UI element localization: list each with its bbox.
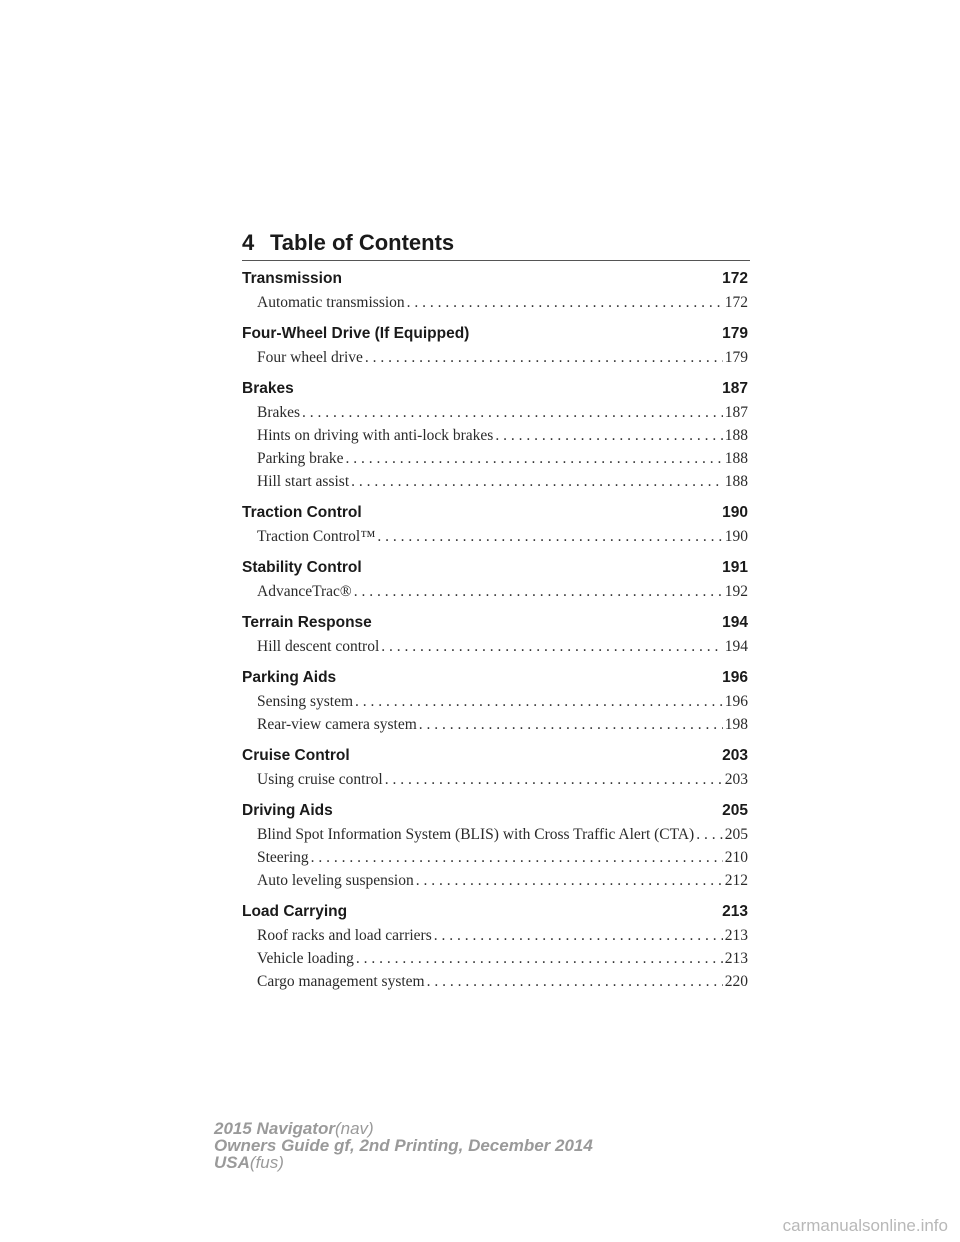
toc-entry[interactable] — [242, 692, 748, 711]
toc-section-heading[interactable] — [242, 378, 748, 400]
dot-leader — [381, 637, 723, 656]
toc-section — [242, 268, 748, 312]
dot-leader — [416, 871, 723, 890]
toc-section-heading[interactable] — [242, 323, 748, 345]
page-number: 4 — [242, 230, 255, 255]
page-header — [242, 230, 750, 261]
toc-section — [242, 612, 748, 656]
toc-entry[interactable] — [242, 926, 748, 945]
toc-section — [242, 323, 748, 367]
dot-leader — [311, 848, 723, 867]
toc-section-heading[interactable] — [242, 745, 748, 767]
toc-entry[interactable] — [242, 293, 748, 312]
entry-title: Steering — [257, 849, 309, 866]
dot-leader — [302, 403, 723, 422]
footer-market-code: (fus) — [249, 1153, 284, 1172]
footer-model-code: (nav) — [334, 1119, 374, 1138]
section-title: Four-Wheel Drive (If Equipped) — [242, 325, 470, 342]
page-title: Table of Contents — [270, 230, 455, 255]
footer-edition: Owners Guide gf, 2nd Printing, December 2014 — [214, 1136, 593, 1155]
entry-page-number: 192 — [724, 583, 748, 600]
section-page-number: 190 — [722, 504, 748, 521]
toc-section — [242, 378, 748, 491]
toc-section-heading[interactable] — [242, 901, 748, 923]
entry-page-number: 203 — [724, 771, 748, 788]
entry-page-number: 194 — [724, 638, 748, 655]
entry-page-number: 190 — [724, 528, 748, 545]
entry-page-number: 198 — [724, 716, 748, 733]
entry-title: Vehicle loading — [257, 950, 354, 967]
section-title: Transmission — [242, 270, 342, 287]
toc-section-heading[interactable] — [242, 557, 748, 579]
dot-leader — [355, 692, 723, 711]
entry-title: Hill descent control — [257, 638, 380, 655]
toc-entry[interactable] — [242, 348, 748, 367]
entry-title: Brakes — [257, 404, 301, 421]
entry-page-number: 187 — [724, 404, 748, 421]
toc-entry[interactable] — [242, 972, 748, 991]
toc-section — [242, 502, 748, 546]
dot-leader — [351, 472, 723, 491]
toc-entry[interactable] — [242, 848, 748, 867]
toc-entry[interactable] — [242, 527, 748, 546]
toc-section-heading[interactable] — [242, 612, 748, 634]
toc-entry[interactable] — [242, 949, 748, 968]
entry-title: Auto leveling suspension — [257, 872, 414, 889]
dot-leader — [434, 926, 723, 945]
toc-section-heading[interactable] — [242, 502, 748, 524]
toc-entry[interactable] — [242, 770, 748, 789]
dot-leader — [696, 825, 723, 844]
section-page-number: 179 — [722, 325, 748, 342]
section-title: Parking Aids — [242, 669, 337, 686]
entry-title: Four wheel drive — [257, 349, 363, 366]
section-page-number: 205 — [722, 802, 748, 819]
toc-entry[interactable] — [242, 871, 748, 890]
toc-entry[interactable] — [242, 582, 748, 601]
entry-title: Hints on driving with anti-lock brakes — [257, 427, 494, 444]
entry-page-number: 188 — [724, 473, 748, 490]
toc-section — [242, 800, 748, 890]
entry-title: Traction Control™ — [257, 528, 376, 545]
footer-market: USA — [214, 1153, 250, 1172]
section-title: Cruise Control — [242, 747, 350, 764]
toc-entry[interactable] — [242, 449, 748, 468]
entry-title: Hill start assist — [257, 473, 350, 490]
dot-leader — [427, 972, 723, 991]
section-title: Load Carrying — [242, 903, 348, 920]
entry-page-number: 205 — [724, 826, 748, 843]
entry-title: Parking brake — [257, 450, 344, 467]
entry-page-number: 188 — [724, 427, 748, 444]
entry-page-number: 179 — [724, 349, 748, 366]
dot-leader — [365, 348, 723, 367]
toc-section-heading[interactable] — [242, 268, 748, 290]
entry-title: Rear-view camera system — [257, 716, 417, 733]
section-page-number: 172 — [722, 270, 748, 287]
dot-leader — [377, 527, 722, 546]
watermark-link[interactable]: carmanualsonline.info — [782, 1216, 948, 1235]
section-page-number: 194 — [722, 614, 748, 631]
dot-leader — [356, 949, 723, 968]
toc-section — [242, 557, 748, 601]
toc-section — [242, 667, 748, 734]
entry-page-number: 210 — [724, 849, 748, 866]
toc-entry[interactable] — [242, 715, 748, 734]
footer-model: 2015 Navigator — [214, 1119, 335, 1138]
entry-page-number: 172 — [724, 294, 748, 311]
dot-leader — [419, 715, 723, 734]
dot-leader — [346, 449, 723, 468]
entry-title: Cargo management system — [257, 973, 425, 990]
entry-title: AdvanceTrac® — [257, 583, 352, 600]
section-page-number: 203 — [722, 747, 748, 764]
entry-page-number: 213 — [724, 927, 748, 944]
entry-page-number: 213 — [724, 950, 748, 967]
entry-page-number: 220 — [724, 973, 748, 990]
table-of-contents — [242, 268, 748, 1002]
section-page-number: 196 — [722, 669, 748, 686]
entry-page-number: 212 — [724, 872, 748, 889]
toc-section — [242, 745, 748, 789]
toc-section — [242, 901, 748, 991]
section-title: Terrain Response — [242, 614, 372, 631]
entry-page-number: 196 — [724, 693, 748, 710]
entry-title: Roof racks and load carriers — [257, 927, 432, 944]
toc-entry[interactable] — [242, 637, 748, 656]
toc-section-heading[interactable] — [242, 800, 748, 822]
entry-title: Sensing system — [257, 693, 354, 710]
dot-leader — [354, 582, 723, 601]
dot-leader — [407, 293, 723, 312]
section-page-number: 187 — [722, 380, 748, 397]
toc-entry[interactable] — [242, 472, 748, 491]
toc-entry[interactable] — [242, 426, 748, 445]
toc-entry[interactable] — [242, 403, 748, 422]
dot-leader — [495, 426, 722, 445]
entry-title: Using cruise control — [257, 771, 383, 788]
entry-title: Automatic transmission — [257, 294, 405, 311]
section-page-number: 191 — [722, 559, 748, 576]
section-title: Brakes — [242, 380, 294, 397]
section-title: Stability Control — [242, 559, 362, 576]
toc-section-heading[interactable] — [242, 667, 748, 689]
footer — [214, 1120, 593, 1171]
section-title: Traction Control — [242, 504, 362, 521]
toc-entry[interactable] — [242, 825, 748, 844]
section-title: Driving Aids — [242, 802, 333, 819]
dot-leader — [385, 770, 723, 789]
entry-page-number: 188 — [724, 450, 748, 467]
entry-title: Blind Spot Information System (BLIS) with Cross Traffic Alert (CTA) — [257, 826, 695, 843]
section-page-number: 213 — [722, 903, 748, 920]
